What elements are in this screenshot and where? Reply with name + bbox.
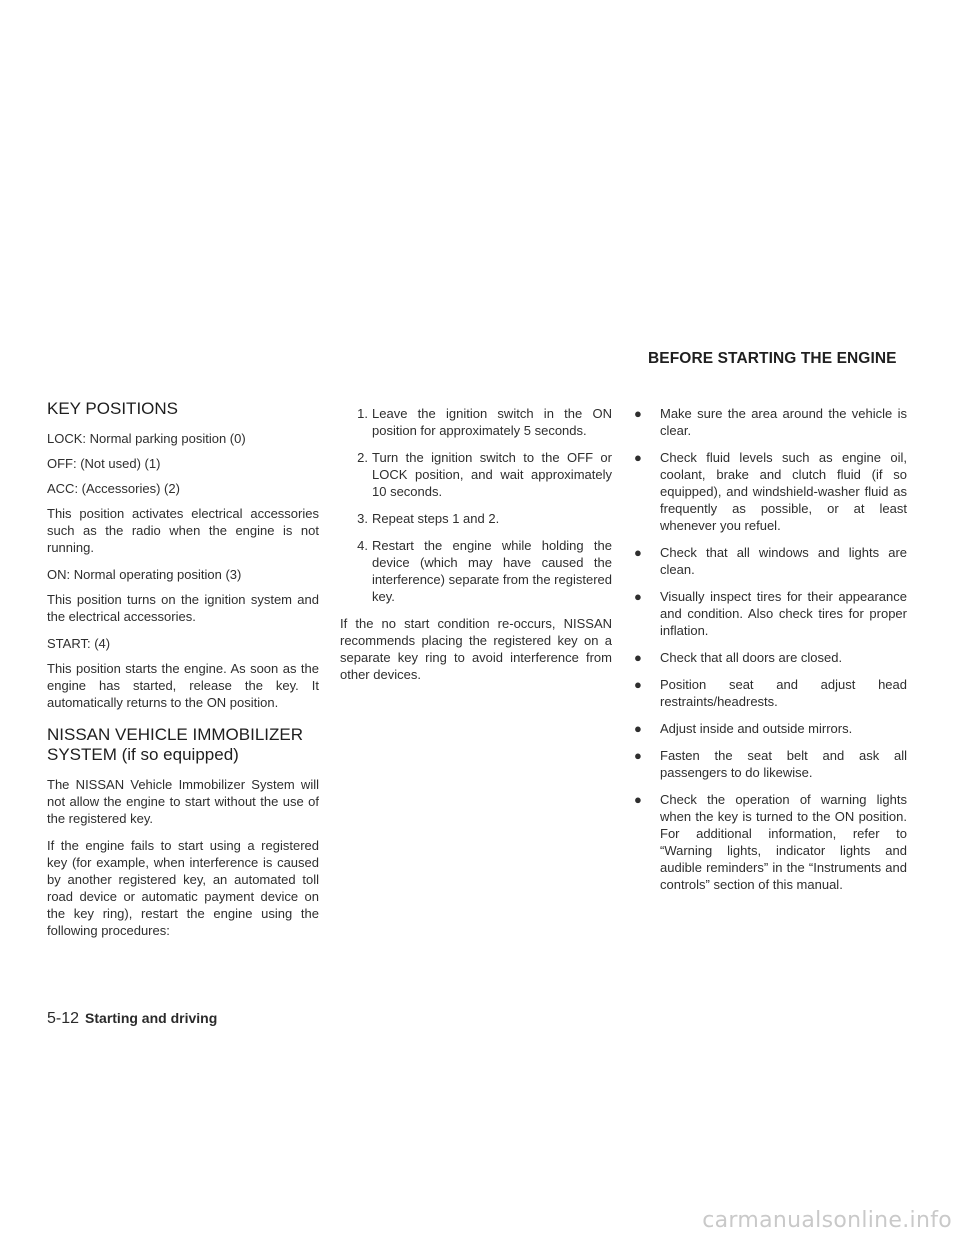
list-item <box>634 544 907 578</box>
step-text: Restart the engine while holding the device (which may have caused the interference) separate from the registered key. <box>372 538 612 604</box>
bullet-icon: ● <box>634 792 642 807</box>
chapter-title: Starting and driving <box>85 1010 218 1026</box>
page-footer <box>47 1010 217 1028</box>
column-middle <box>340 405 612 693</box>
bullet-icon: ● <box>634 450 642 465</box>
bullet-text: Check that all doors are closed. <box>660 650 843 665</box>
column-right <box>634 405 907 903</box>
section-header: BEFORE STARTING THE ENGINE <box>648 350 897 367</box>
list-item <box>340 405 612 439</box>
paragraph: This position starts the engine. As soon as the engine has started, release the key. It automatically returns to the ON position. <box>47 661 319 710</box>
step-number: 2. <box>357 450 368 465</box>
list-item <box>634 588 907 639</box>
bullet-icon: ● <box>634 406 642 421</box>
bullet-icon: ● <box>634 650 642 665</box>
step-text: Leave the ignition switch in the ON position for approximately 5 seconds. <box>372 406 612 438</box>
bullet-icon: ● <box>634 748 642 763</box>
bullet-icon: ● <box>634 589 642 604</box>
list-item <box>634 405 907 439</box>
step-number: 1. <box>357 406 368 421</box>
bullet-text: Check the operation of warning lights when the key is turned to the ON position. For additional information, refer to “Warning lights, indicator lights and audible reminders” in the “Instruments and controls” section of this manual. <box>660 792 907 892</box>
list-item <box>634 747 907 781</box>
immobilizer-heading <box>47 725 319 765</box>
watermark: carmanualsonline.info <box>702 1208 952 1233</box>
bullet-text: Adjust inside and outside mirrors. <box>660 721 853 736</box>
list-item <box>340 449 612 500</box>
paragraph: If the engine fails to start using a registered key (for example, when interference is caused by another registered key, an automated toll road device or automatic payment device on the key ring), restart the engine using the following procedures: <box>47 838 319 938</box>
list-item <box>634 449 907 534</box>
step-text: Turn the ignition switch to the OFF or LOCK position, and wait approximately 10 seconds. <box>372 450 612 499</box>
bullet-text: Check fluid levels such as engine oil, coolant, brake and clutch fluid (if so equipped), and windshield-washer fluid as frequently as possible, or at least whenever you refuel. <box>660 450 907 533</box>
key-positions-heading: KEY POSITIONS <box>47 399 179 418</box>
list-item <box>634 720 907 737</box>
bullet-icon: ● <box>634 721 642 736</box>
bullet-text: Fasten the seat belt and ask all passengers to do likewise. <box>660 748 907 780</box>
list-item <box>340 537 612 605</box>
immobilizer-heading-line1: NISSAN VEHICLE IMMOBILIZER <box>47 725 303 744</box>
paragraph: ACC: (Accessories) (2) <box>47 481 180 496</box>
page-number: 5-12 <box>47 1010 80 1027</box>
bullet-text: Make sure the area around the vehicle is clear. <box>660 406 907 438</box>
column-left <box>47 399 319 949</box>
paragraph: START: (4) <box>47 636 111 651</box>
paragraph: The NISSAN Vehicle Immobilizer System will not allow the engine to start without the use of the registered key. <box>47 777 319 826</box>
bullet-icon: ● <box>634 677 642 692</box>
paragraph: ON: Normal operating position (3) <box>47 567 242 582</box>
paragraph: OFF: (Not used) (1) <box>47 456 161 471</box>
paragraph: If the no start condition re-occurs, NISSAN recommends placing the registered key on a separate key ring to avoid interference from other devices. <box>340 616 612 682</box>
list-item <box>634 676 907 710</box>
paragraph: This position turns on the ignition system and the electrical accessories. <box>47 592 319 624</box>
list-item <box>634 649 907 666</box>
paragraph: LOCK: Normal parking position (0) <box>47 431 246 446</box>
paragraph: This position activates electrical accessories such as the radio when the engine is not running. <box>47 506 319 555</box>
bullet-text: Position seat and adjust head restraints/headrests. <box>660 677 907 709</box>
bullet-text: Visually inspect tires for their appearance and condition. Also check tires for proper inflation. <box>660 589 907 638</box>
step-number: 3. <box>357 511 368 526</box>
list-item <box>340 510 612 527</box>
list-item <box>634 791 907 893</box>
bullet-text: Check that all windows and lights are clean. <box>660 545 907 577</box>
step-number: 4. <box>357 538 368 553</box>
immobilizer-heading-line2: SYSTEM (if so equipped) <box>47 745 239 764</box>
step-text: Repeat steps 1 and 2. <box>372 511 500 526</box>
bullet-icon: ● <box>634 545 642 560</box>
